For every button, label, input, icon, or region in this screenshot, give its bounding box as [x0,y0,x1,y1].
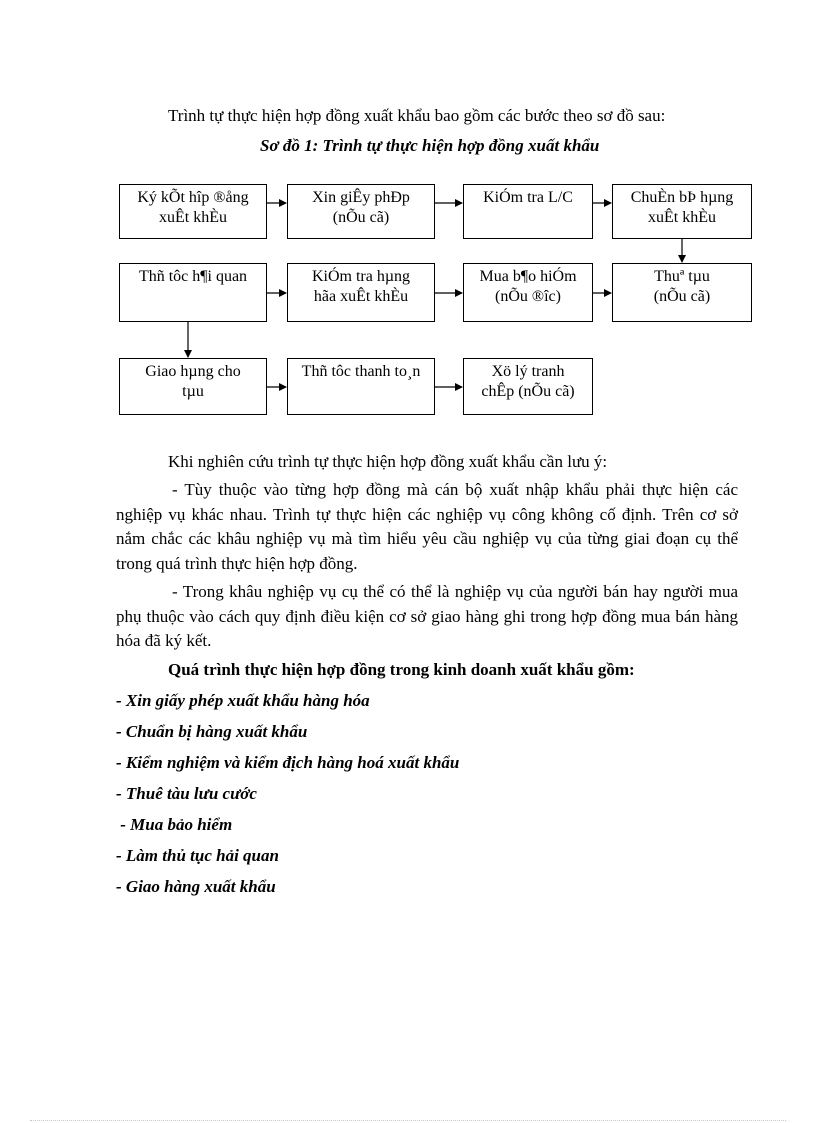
process-step: - Giao hàng xuất khẩu [116,877,276,896]
intro-paragraph: Trình tự thực hiện hợp đồng xuất khẩu bao gồm các bước theo sơ đồ sau: [168,106,666,125]
process-step: - Thuê tàu lưu cước [116,784,257,803]
note-paragraph-2: - Trong khâu nghiệp vụ cụ thể có thể là nghiệp vụ của người bán hay người mua phụ thuộc vào cách quy định điều kiện cơ sở giao hàng ghi trong hợp đồng mua bán hàng hóa đã ký kết. [116,582,738,650]
note-paragraph-1: - Tùy thuộc vào từng hợp đồng mà cán bộ xuất nhập khẩu phải thực hiện các nghiệp vụ khác nhau. Trình tự thực hiện các nghiệp vụ công không cố định. Trên cơ sở nắm chắc các khâu nghiệp vụ mà tìm hiểu yêu cầu nghiệp vụ của từng giai đoạn cụ thể trong quá trình thực hiện hợp đồng. [116,480,738,573]
box-prepare-goods: ChuÈn bÞ hµng xuÊt khÈu [612,184,752,239]
process-title: Quá trình thực hiện hợp đồng trong kinh doanh xuất khẩu gồm: [168,660,635,679]
process-step: - Xin giấy phép xuất khẩu hàng hóa [116,691,370,710]
notes-title: Khi nghiên cứu trình tự thực hiện hợp đồng xuất khẩu cần lưu ý: [168,452,608,471]
box-check-lc: KiÓm tra L/C [463,184,593,239]
box-insurance: Mua b¶o hiÓm (nÕu ®îc) [463,263,593,322]
process-step: - Chuẩn bị hàng xuất khẩu [116,722,308,741]
box-payment: Thñ tôc thanh to¸n [287,358,435,415]
diagram-caption: Sơ đồ 1: Trình tự thực hiện hợp đồng xuất khẩu [260,136,600,155]
box-export-license: Xin giÊy phÐp (nÕu cã) [287,184,435,239]
process-step: - Mua bảo hiểm [116,815,233,834]
box-deliver-goods: Giao hµng cho tµu [119,358,267,415]
box-charter-ship: Thuª tµu (nÕu cã) [612,263,752,322]
process-step: - Kiểm nghiệm và kiểm địch hàng hoá xuất khẩu [116,753,460,772]
page-footer-rule [30,1120,786,1121]
box-dispute: Xö lý tranh chÊp (nÕu cã) [463,358,593,415]
process-step: - Làm thủ tục hải quan [116,846,279,865]
box-customs: Thñ tôc h¶i quan [119,263,267,322]
box-inspect-goods: KiÓm tra hµng hãa xuÊt khÈu [287,263,435,322]
box-sign-contract: Ký kÕt hîp ®ång xuÊt khÈu [119,184,267,239]
